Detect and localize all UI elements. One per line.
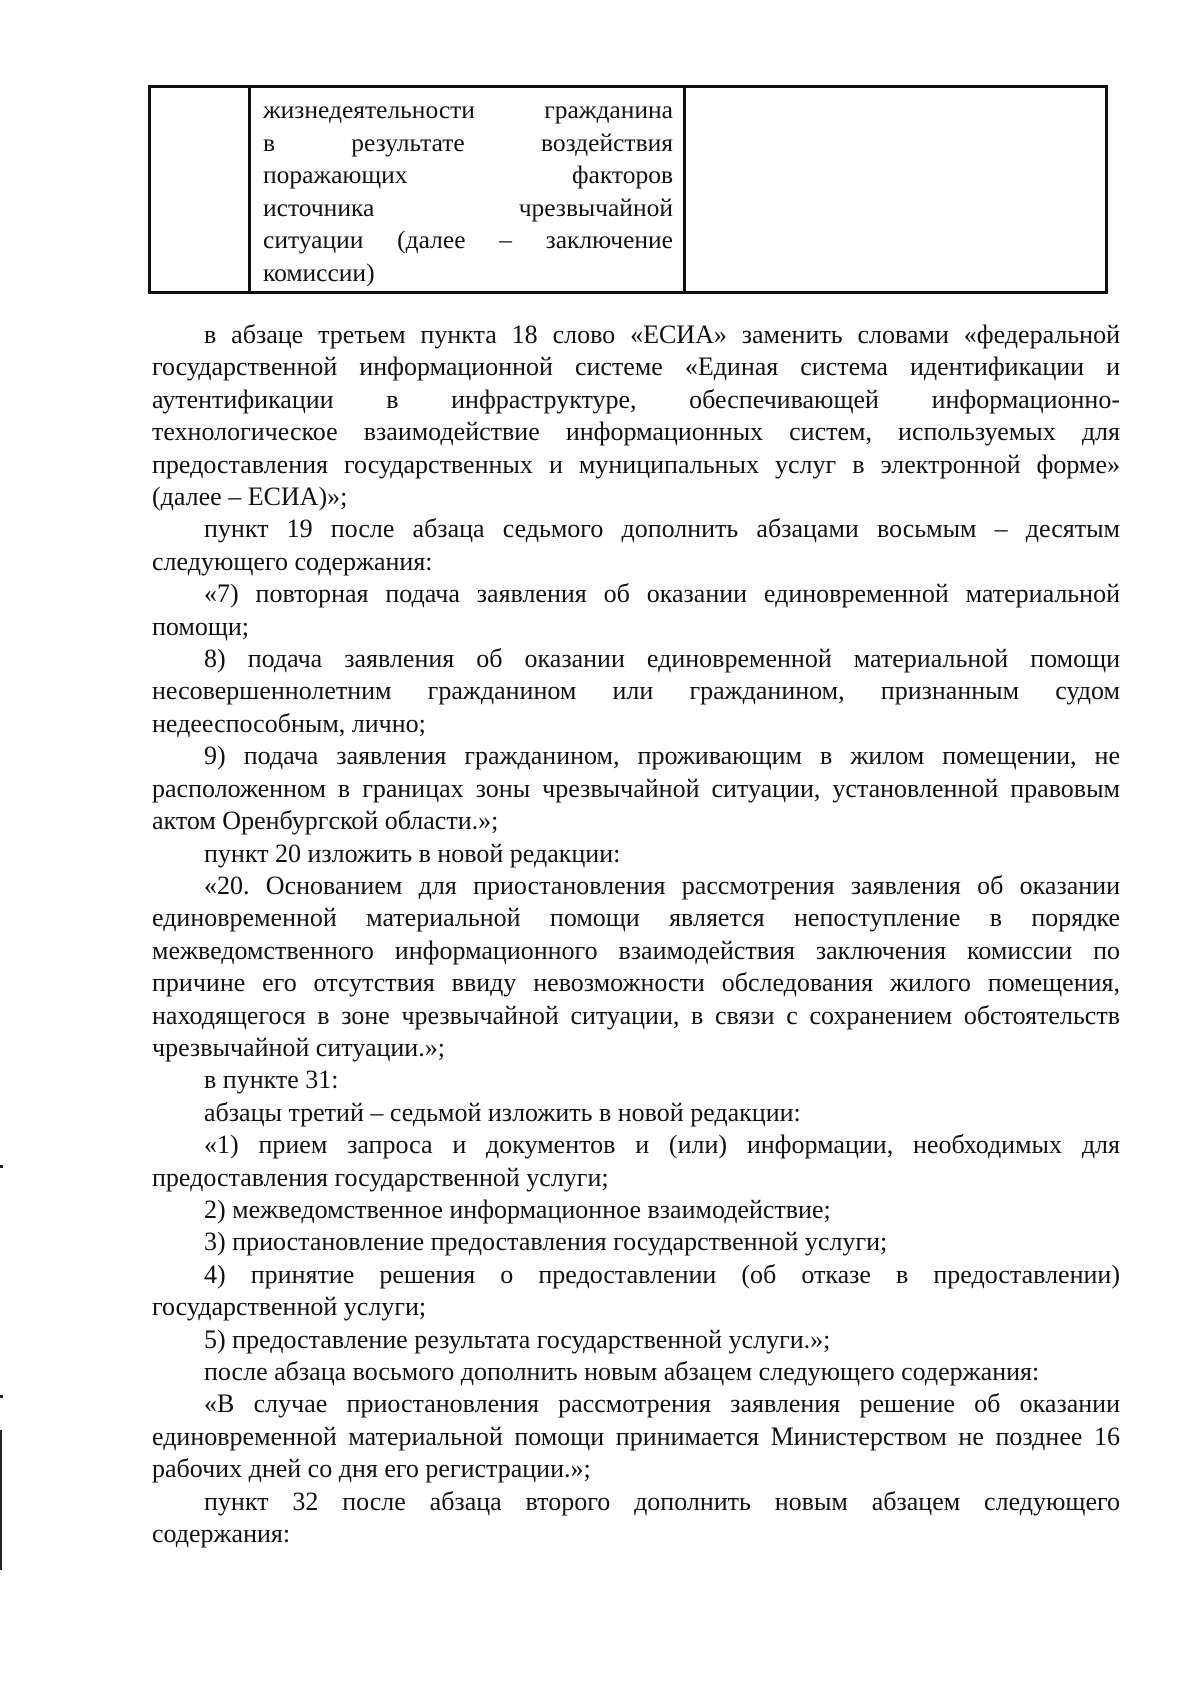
table-row (150, 87, 1107, 293)
table-cell-line: ситуации (далее – заключение (263, 225, 673, 254)
table-cell-line: жизнедеятельности гражданина (263, 95, 673, 124)
table-cell-line: в результате воздействия (263, 127, 673, 157)
paragraph: 3) приостановление предоставления государственной услуги; (204, 1227, 888, 1257)
paragraph: после абзаца восьмого дополнить новым абзацем следующего содержания: (204, 1357, 1040, 1386)
scan-mark (0, 1430, 2, 1570)
paragraph: 9) подача заявления гражданином, проживающим в жилом помещении, не расположенном в границах зоны чрезвычайной ситуации, установленной правовым актом Оренбургской области.»; (152, 741, 1120, 836)
scan-mark (0, 1395, 3, 1398)
paragraph: пункт 19 после абзаца седьмого дополнить абзацами восьмым – десятым следующего содержания: (152, 514, 1120, 576)
paragraph: 4) принятие решения о предоставлении (об отказе в предоставлении) государственной услуги; (152, 1259, 1120, 1322)
document-body (152, 319, 1120, 1550)
table-cell-line: комиссии) (263, 257, 375, 287)
scan-mark (0, 1165, 3, 1168)
paragraph: 8) подача заявления об оказании единовременной материальной помощи несовершеннолетним гражданином или гражданином, признанным судом недееспособным, лично; (152, 644, 1120, 738)
paragraph: в пункте 31: (204, 1065, 339, 1095)
paragraph: «В случае приостановления рассмотрения заявления решение об оказании единовременной материальной помощи принимается Министерством не позднее 16 рабочих дней со дня его регистрации.»; (152, 1389, 1120, 1484)
table-cell-line: поражающих факторов (263, 160, 673, 189)
continued-table (148, 85, 1108, 294)
table-cell-number (150, 87, 250, 293)
paragraph: пункт 32 после абзаца второго дополнить новым абзацем следующего содержания: (152, 1486, 1120, 1549)
table-cell-text (250, 87, 685, 293)
paragraph: 2) межведомственное информационное взаимодействие; (204, 1194, 831, 1224)
paragraph: в абзаце третьем пункта 18 слово «ЕСИА» заменить словами «федеральной государственной информационной системе «Единая система идентификации и аутентификации в инфраструктуре, обеспечивающей информационно-технологическое взаимодействие информационных систем, используемых для предоставления государственных и муниципальных услуг в электронной форме» (далее – ЕСИА)»; (152, 320, 1120, 512)
paragraph: 5) предоставление результата государственной услуги.»; (204, 1324, 831, 1354)
table-cell-empty (685, 87, 1107, 293)
table-cell-line: источника чрезвычайной (263, 192, 673, 222)
paragraph: «1) прием запроса и документов и (или) информации, необходимых для предоставления государственной услуги; (152, 1130, 1120, 1192)
paragraph: «20. Основанием для приостановления рассмотрения заявления об оказании единовременной материальной помощи является непоступление в порядке межведомственного информационного взаимодействия заключения комиссии по причине его отсутствия ввиду невозможности обследования жилого помещения, находящегося в зоне чрезвычайной ситуации, в связи с сохранением обстоятельств чрезвычайной ситуации.»; (152, 870, 1120, 1062)
paragraph: «7) повторная подача заявления об оказании единовременной материальной помощи; (152, 579, 1120, 641)
paragraph: абзацы третий – седьмой изложить в новой редакции: (204, 1097, 801, 1127)
paragraph: пункт 20 изложить в новой редакции: (204, 838, 621, 868)
